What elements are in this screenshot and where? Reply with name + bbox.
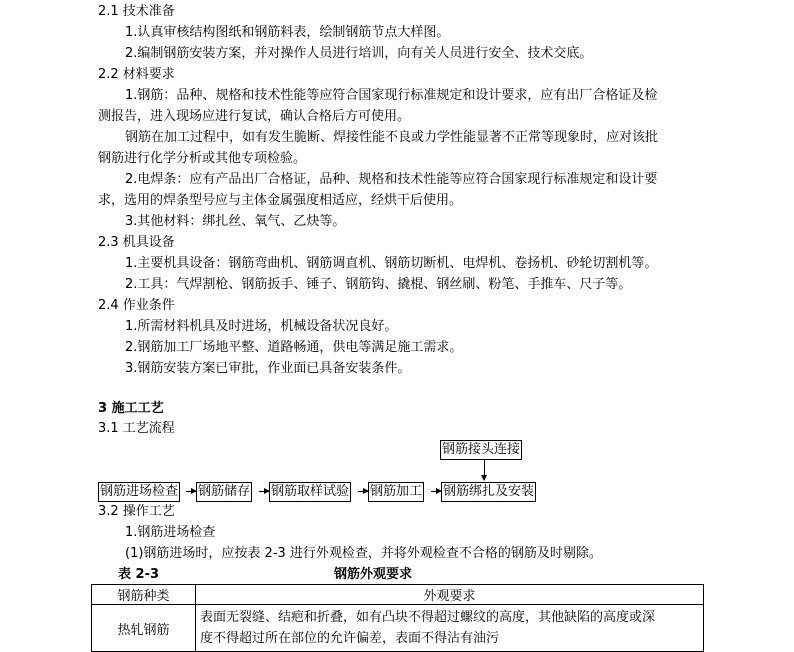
equipment-main: 1.主要机具设备：钢筋弯曲机、钢筋调直机、钢筋切断机、电焊机、卷扬机、砂轮切割机等。 xyxy=(125,256,658,271)
flow-arrow-1 xyxy=(186,491,196,492)
materials-rebar-line-1: 1.钢筋：品种、规格和技术性能等应符合国家现行标准规定和设计要求，应有出厂合格证及检 xyxy=(125,88,658,103)
flow-step-storage: 钢筋储存 xyxy=(196,482,252,502)
step-1-title: 1.钢筋进场检查 xyxy=(125,525,216,540)
table-label: 表 2-3 xyxy=(118,567,160,582)
header-appearance: 外观要求 xyxy=(196,585,704,605)
step-1-1: (1)钢筋进场时，应按表 2-3 进行外观检查，并将外观检查不合格的钢筋及时剔除。 xyxy=(125,546,602,561)
flow-step-binding: 钢筋绑扎及安装 xyxy=(441,482,536,502)
flow-arrow-4 xyxy=(431,491,441,492)
materials-note-line-1: 钢筋在加工过程中，如有发生脆断、焊接性能不良或力学性能显著不正常等现象时，应对该批 xyxy=(125,130,659,145)
flow-step-processing: 钢筋加工 xyxy=(368,482,424,502)
materials-other: 3.其他材料：绑扎丝、氧气、乙炔等。 xyxy=(125,214,346,229)
section-3-2-title: 3.2 操作工艺 xyxy=(98,504,175,519)
table-row xyxy=(92,605,704,652)
materials-note-line-2: 钢筋进行化学分析或其他专项检验。 xyxy=(98,151,307,166)
section-2-1-item-1: 1.认真审核结构图纸和钢筋料表，绘制钢筋节点大样图。 xyxy=(125,25,450,40)
cell-rebar-type: 热轧钢筋 xyxy=(92,605,196,652)
section-2-1-title: 2.1 技术准备 xyxy=(98,4,175,19)
cell-appearance xyxy=(196,605,704,652)
condition-3: 3.钢筋安装方案已审批，作业面已具备安装条件。 xyxy=(125,361,411,376)
materials-electrode-line-2: 求，选用的焊条型号应与主体金属强度相适应，经烘干后使用。 xyxy=(98,193,463,208)
materials-rebar-line-2: 测报告，进入现场应进行复试，确认合格后方可使用。 xyxy=(98,109,411,124)
table-title: 钢筋外观要求 xyxy=(334,567,413,582)
flow-step-sampling: 钢筋取样试验 xyxy=(269,482,351,502)
section-2-3-title: 2.3 机具设备 xyxy=(98,235,175,250)
cell-appearance-line-2: 度不得超过所在部位的允许偏差，表面不得沾有油污 xyxy=(200,631,500,646)
flow-arrow-3 xyxy=(358,491,368,492)
section-3-title: 3 施工工艺 xyxy=(98,401,164,416)
section-3-1-title: 3.1 工艺流程 xyxy=(98,421,175,436)
condition-1: 1.所需材料机具及时进场，机械设备状况良好。 xyxy=(125,319,398,334)
equipment-tools: 2.工具：气焊割枪、钢筋扳手、锤子、钢筋钩、撬棍、钢丝刷、粉笔、手推车、尺子等。 xyxy=(125,277,632,292)
flow-joint-connection-box: 钢筋接头连接 xyxy=(440,440,522,460)
flow-arrow-down xyxy=(484,460,485,480)
section-2-1-item-2: 2.编制钢筋安装方案，并对操作人员进行培训，向有关人员进行安全、技术交底。 xyxy=(125,46,593,61)
flow-arrow-2 xyxy=(259,491,269,492)
table-header-row xyxy=(92,585,704,605)
materials-electrode-line-1: 2.电焊条：应有产品出厂合格证，品种、规格和技术性能等应符合国家现行标准规定和设计要 xyxy=(125,172,658,187)
condition-2: 2.钢筋加工厂场地平整、道路畅通，供电等满足施工需求。 xyxy=(125,340,463,355)
flow-step-inspection: 钢筋进场检查 xyxy=(98,482,180,502)
cell-appearance-line-1: 表面无裂缝、结疤和折叠，如有凸块不得超过螺纹的高度，其他缺陷的高度或深 xyxy=(200,610,656,625)
header-rebar-type: 钢筋种类 xyxy=(92,585,196,605)
section-2-4-title: 2.4 作业条件 xyxy=(98,298,175,313)
section-2-2-title: 2.2 材料要求 xyxy=(98,67,175,82)
appearance-requirements-table xyxy=(91,584,704,652)
